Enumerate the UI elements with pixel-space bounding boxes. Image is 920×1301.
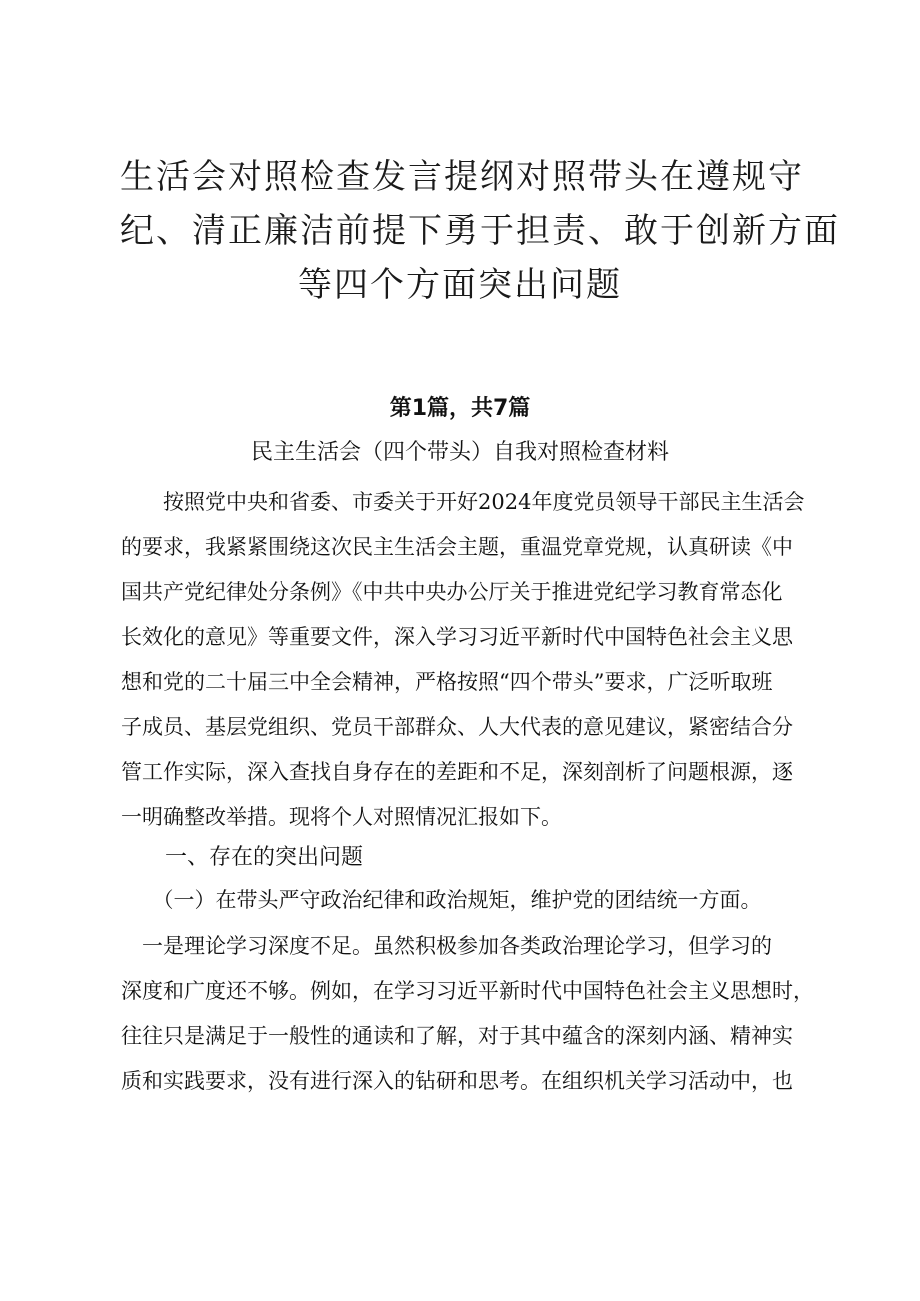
- title-line-1: 生活会对照检查发言提纲对照带头在遵规守: [120, 157, 804, 197]
- point-paragraph: [121, 924, 814, 1104]
- section-heading: 一、存在的突出问题: [165, 845, 364, 870]
- intro-line: 的要求，我紧紧围绕这次民主生活会主题，重温党章党规，认真研读《中: [121, 535, 793, 559]
- sub-title: 民主生活会（四个带头）自我对照检查材料: [250, 440, 669, 465]
- subsection-paragraph: [121, 878, 811, 923]
- intro-line: 一明确整改举措。现将个人对照情况汇报如下。: [121, 805, 562, 829]
- point-line: 一是理论学习深度不足。虽然积极参加各类政治理论学习，但学习的: [121, 934, 772, 958]
- intro-line: 国共产党纪律处分条例》《中共中央办公厅关于推进党纪学习教育常态化: [121, 580, 783, 604]
- document-title: [120, 150, 840, 312]
- point-line: 深度和广度还不够。例如，在学习习近平新时代中国特色社会主义思想时，: [121, 979, 814, 1003]
- intro-line: 长效化的意见》等重要文件，深入学习习近平新时代中国特色社会主义思: [121, 625, 793, 649]
- intro-line: 按照党中央和省委、市委关于开好2024年度党员领导干部民主生活会: [121, 490, 805, 514]
- title-line-2: 纪、清正廉洁前提下勇于担责、敢于创新方面: [120, 211, 840, 251]
- intro-line: 子成员、基层党组织、党员干部群众、人大代表的意见建议，紧密结合分: [121, 715, 793, 739]
- point-line: 往往只是满足于一般性的通读和了解，对于其中蕴含的深刻内涵、精神实: [121, 1024, 793, 1048]
- title-line-3: 等四个方面突出问题: [298, 265, 622, 305]
- subsection-line: （一）在带头严守政治纪律和政治规矩，维护党的团结统一方面。: [121, 888, 762, 912]
- part-label: 第1篇，共7篇: [389, 396, 531, 421]
- intro-paragraph: [121, 480, 811, 840]
- point-line: 质和实践要求，没有进行深入的钻研和思考。在组织机关学习活动中，也: [121, 1069, 793, 1093]
- intro-line: 管工作实际，深入查找自身存在的差距和不足，深刻剖析了问题根源，逐: [121, 760, 793, 784]
- intro-line: 想和党的二十届三中全会精神，严格按照“四个带头”要求，广泛听取班: [121, 670, 773, 694]
